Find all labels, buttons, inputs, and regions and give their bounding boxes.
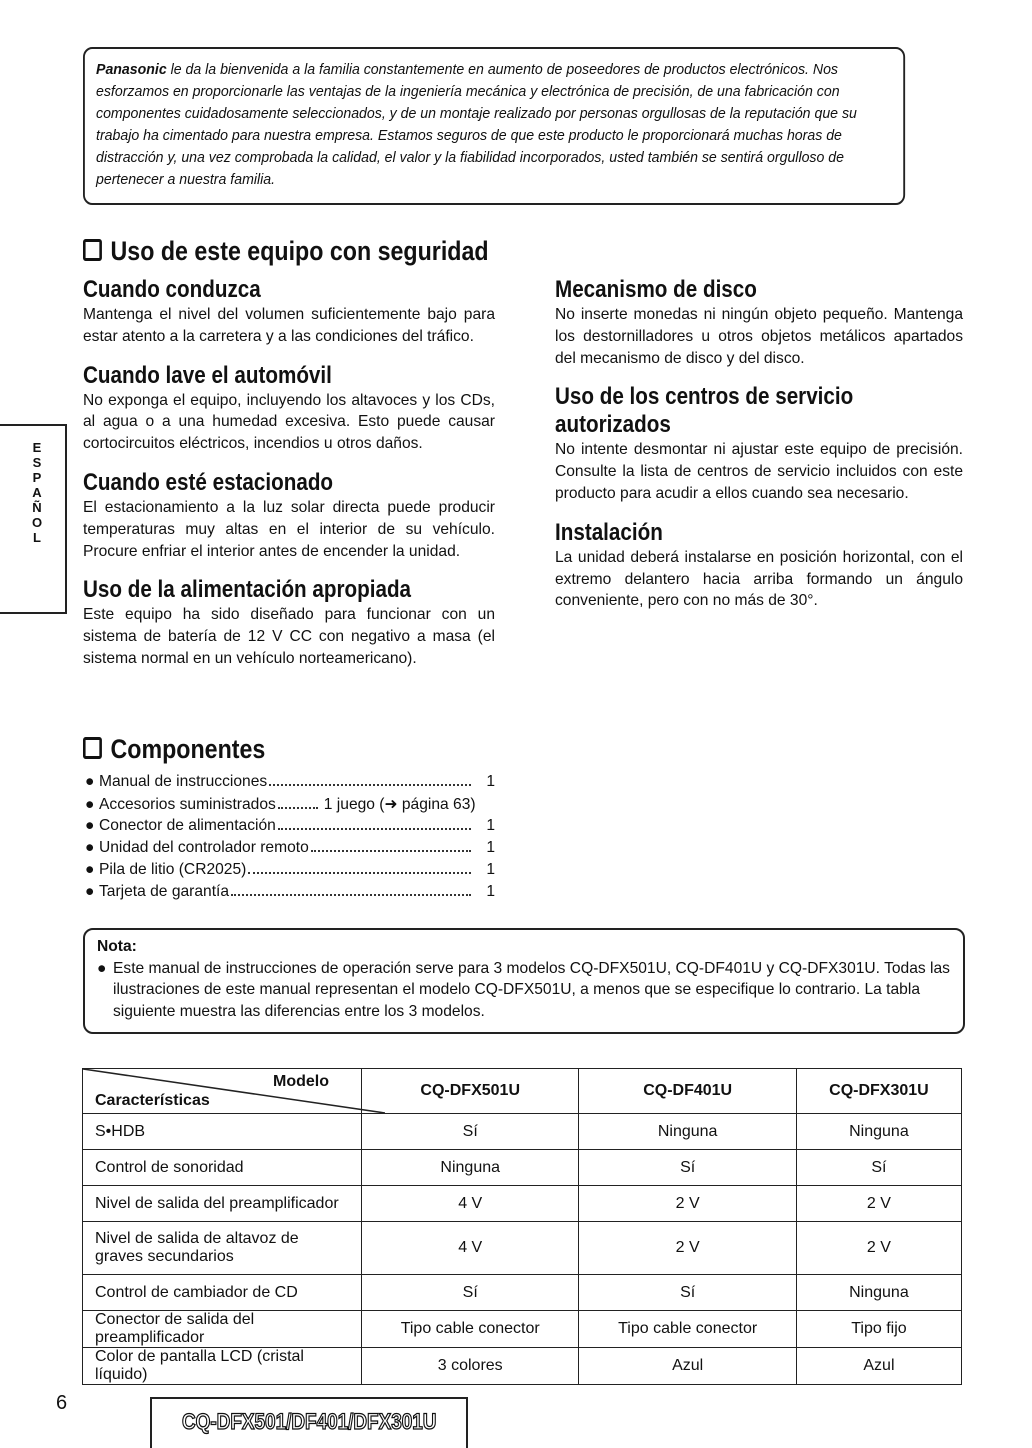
intro-box	[83, 47, 905, 205]
value-cell: Ninguna	[796, 1114, 961, 1150]
feature-cell: Control de cambiador de CD	[83, 1275, 362, 1311]
value-cell: Sí	[796, 1150, 961, 1186]
block-text: Este equipo ha sido diseñado para funcionar con un sistema de batería de 12 V CC con negativo a masa (el sistema normal en un vehículo norteamericano).	[83, 606, 495, 667]
feature-cell: Control de sonoridad	[83, 1150, 362, 1186]
value-cell: Azul	[579, 1348, 796, 1385]
value-cell: Tipo cable conector	[579, 1311, 796, 1348]
safety-block	[83, 362, 495, 455]
block-text: No intente desmontar ni ajustar este equipo de precisión. Consulte la lista de centros de servicio incluidos con este producto para acudir a ellos cuando sea necesario.	[555, 441, 963, 502]
section-title-components	[83, 734, 265, 764]
language-tab	[0, 424, 67, 614]
note-title: Nota:	[97, 938, 137, 955]
page-number: 6	[56, 1392, 68, 1414]
brand-name: Panasonic	[96, 61, 167, 78]
value-cell: Ninguna	[579, 1114, 796, 1150]
component-qty: 1	[486, 773, 495, 790]
value-cell: 4 V	[362, 1186, 579, 1222]
value-cell: 4 V	[362, 1222, 579, 1275]
component-label: Pila de litio (CR2025)	[99, 861, 247, 878]
block-heading: Cuando esté estacionado	[83, 468, 334, 496]
table-row	[83, 1114, 962, 1150]
component-label: Unidad del controlador remoto	[99, 839, 309, 856]
feature-cell: Conector de salida del preamplificador	[83, 1311, 362, 1348]
intro-text: le da la bienvenida a la familia constantemente en aumento de poseedores de productos electrónicos. Nos esforzamos en proporcionarle las ventajas de la ingeniería mecánica y electrónica de precisión, de una fabricación con componentes cuidadosamente seleccionados, y de un montaje realizado por personas orgullosas de la reputación que su trabajo ha cimentado para nuestra empresa. Estamos seguros de que este producto le proporcionará muchas horas de distracción y, una vez comprobada la calidad, el valor y la fiabilidad incorporados, usted también se sentirá orgulloso de pertenecer a nuestra familia.	[96, 61, 857, 188]
right-column	[555, 276, 963, 622]
block-heading: Uso de los centros de servicio autorizados	[555, 383, 854, 439]
safety-block	[555, 276, 963, 369]
value-cell: Tipo fijo	[796, 1311, 961, 1348]
value-cell: 2 V	[796, 1222, 961, 1275]
section-title-text: Uso de este equipo con seguridad	[110, 236, 489, 266]
table-row	[83, 1311, 962, 1348]
language-tab-label: ESPAÑOL	[31, 440, 43, 545]
component-label: Manual de instrucciones	[99, 773, 268, 790]
component-qty: 1	[486, 839, 495, 856]
value-cell: Sí	[362, 1275, 579, 1311]
block-text: Mantenga el nivel del volumen suficientemente bajo para estar atento a la carretera y a las condiciones del tráfico.	[83, 306, 495, 345]
components-list	[85, 773, 495, 905]
safety-block	[83, 469, 495, 562]
value-cell: Sí	[362, 1114, 579, 1150]
checkbox-square-icon	[83, 239, 102, 261]
feature-cell: Nivel de salida del preamplificador	[83, 1186, 362, 1222]
table-row	[83, 1275, 962, 1311]
safety-block	[555, 383, 963, 504]
value-cell: 2 V	[796, 1186, 961, 1222]
note-text: Este manual de instrucciones de operación serve para 3 modelos CQ-DFX501U, CQ-DF401U y CQ-DFX301U. Todas las ilustraciones de este manual representan el modelo CQ-DFX501U, a menos que se especifique lo contrario. La tabla siguiente muestra las diferencias entre los 3 modelos.	[113, 959, 950, 1020]
model-differences-table	[82, 1068, 962, 1385]
value-cell: 2 V	[579, 1222, 796, 1275]
component-label: Tarjeta de garantía	[99, 883, 230, 900]
footer-model-box	[150, 1397, 468, 1448]
list-item: ● Conector de alimentación 1	[85, 817, 495, 834]
section-title-safety	[83, 236, 489, 266]
list-item: ● Tarjeta de garantía 1	[85, 883, 495, 900]
safety-block	[555, 519, 963, 612]
block-heading: Uso de la alimentación apropiada	[83, 576, 412, 604]
value-cell: Sí	[579, 1150, 796, 1186]
left-column	[83, 276, 495, 680]
block-heading: Instalación	[555, 518, 663, 546]
table-row	[83, 1186, 962, 1222]
safety-block	[83, 576, 495, 669]
corner-model-label: Modelo	[273, 1073, 329, 1090]
safety-block	[83, 276, 495, 348]
value-cell: Ninguna	[362, 1150, 579, 1186]
table-row	[83, 1150, 962, 1186]
component-qty: 1	[486, 861, 495, 878]
list-item: ● Unidad del controlador remoto 1	[85, 839, 495, 856]
model-header: CQ-DFX501U	[362, 1069, 579, 1114]
list-item: ● Accesorios suministrados 1 juego (➜ página 63)	[85, 796, 476, 813]
feature-cell: Color de pantalla LCD (cristal líquido)	[83, 1348, 362, 1385]
value-cell: 2 V	[579, 1186, 796, 1222]
model-header: CQ-DF401U	[579, 1069, 796, 1114]
table-header-row	[83, 1069, 962, 1114]
value-cell: Azul	[796, 1348, 961, 1385]
table-corner-cell	[83, 1069, 362, 1114]
footer-model-label: CQ-DFX501/DF401/DFX301U	[182, 1409, 437, 1434]
component-qty: 1 juego (➜ página 63)	[323, 796, 476, 813]
value-cell: 3 colores	[362, 1348, 579, 1385]
value-cell: Sí	[579, 1275, 796, 1311]
block-text: El estacionamiento a la luz solar directa puede producir temperaturas muy altas en el interior de su vehículo. Procure enfriar el interior antes de encender la unidad.	[83, 498, 495, 560]
block-text: No exponga el equipo, incluyendo los altavoces y los CDs, al agua o a una humedad excesiva. Esto puede causar cortocircuitos eléctricos, incendios u otros daños.	[83, 391, 495, 453]
corner-features-label: Características	[95, 1092, 210, 1109]
feature-cell: Nivel de salida de altavoz de graves secundarios	[83, 1222, 362, 1275]
checkbox-square-icon	[83, 737, 102, 759]
list-item: ● Manual de instrucciones 1	[85, 773, 495, 790]
value-cell: Ninguna	[796, 1275, 961, 1311]
note-box: Nota: ● Este manual de instrucciones de operación serve para 3 modelos CQ-DFX501U, CQ-DF401U y CQ-DFX301U. Todas las ilustraciones de este manual representan el modelo CQ-DFX501U, a menos que se especifique lo contrario. La tabla siguiente muestra las diferencias entre los 3 modelos.	[83, 928, 965, 1034]
section-title-text: Componentes	[110, 734, 266, 764]
block-heading: Cuando lave el automóvil	[83, 361, 332, 389]
table-row	[83, 1222, 962, 1275]
feature-cell: S•HDB	[83, 1114, 362, 1150]
model-header: CQ-DFX301U	[796, 1069, 961, 1114]
block-heading: Mecanismo de disco	[555, 276, 757, 303]
block-text: No inserte monedas ni ningún objeto pequeño. Mantenga los destornilladores u otros objetos metálicos apartados del mecanismo de disco y del disco.	[555, 306, 963, 367]
component-label: Accesorios suministrados	[99, 796, 276, 813]
table-row	[83, 1348, 962, 1385]
block-text: La unidad deberá instalarse en posición horizontal, con el extremo delantero hacia arriba formando un ángulo conveniente, pero con no más de 30°.	[555, 548, 963, 610]
component-label: Conector de alimentación	[99, 817, 276, 834]
list-item: ● Pila de litio (CR2025) 1	[85, 861, 495, 878]
block-heading: Cuando conduzca	[83, 276, 261, 303]
component-qty: 1	[486, 817, 495, 834]
value-cell: Tipo cable conector	[362, 1311, 579, 1348]
component-qty: 1	[486, 883, 495, 900]
